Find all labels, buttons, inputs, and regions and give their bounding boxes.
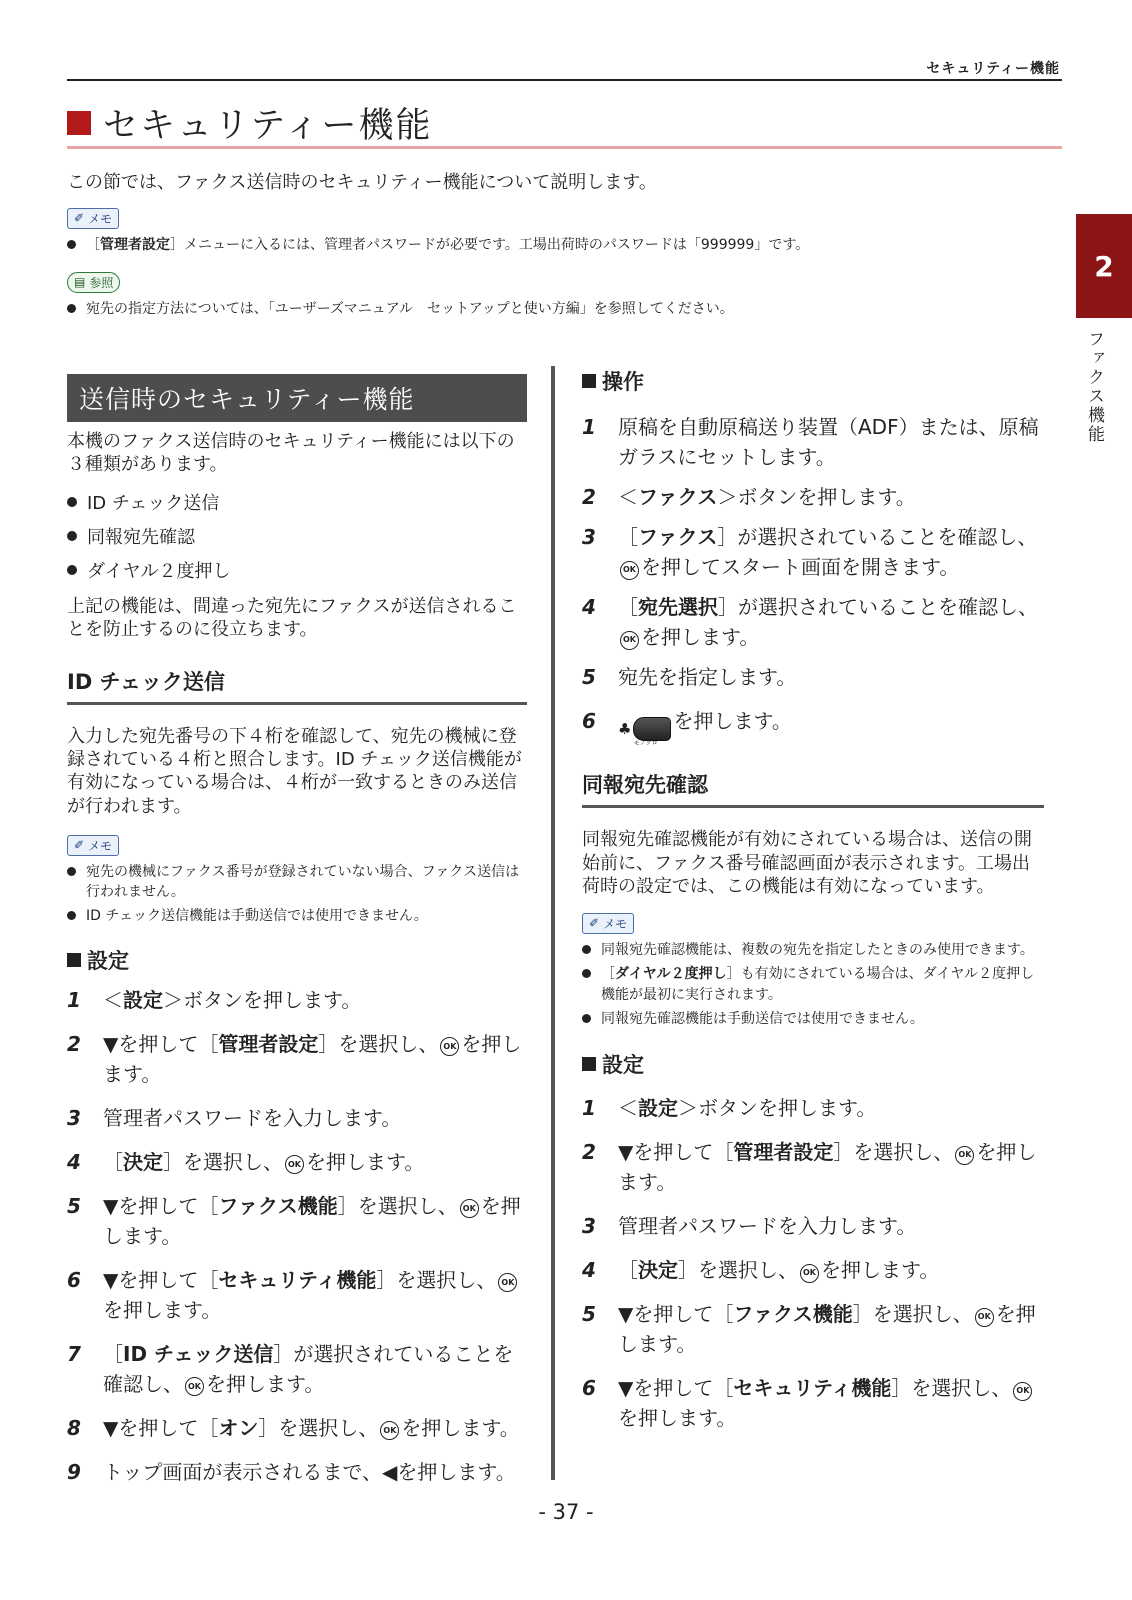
- step-item: 6 ▼を押して［セキュリティ機能］を選択し、 OKを押します。: [582, 1373, 1044, 1433]
- step-item: 3 管理者パスワードを入力します。: [582, 1214, 917, 1239]
- header-rule: [67, 79, 1062, 81]
- ok-button-icon: OK: [800, 1264, 819, 1283]
- mono-start-button: ♣ モノクロ: [618, 717, 673, 747]
- club-icon: ♣: [618, 720, 632, 738]
- memo-note: ［ダイヤル２度押し］も有効にされている場合は、ダイヤル２度押し機能が最初に実行されます。: [582, 964, 1044, 1005]
- bullet-icon: [67, 240, 76, 249]
- operation-heading: 操作: [582, 366, 1044, 396]
- step-item: 5 ▼を押して［ファクス機能］を選択し、 OK を押します。: [582, 1302, 1036, 1357]
- settings-heading: 設定: [582, 1049, 1044, 1079]
- intro-text: この節では、ファクス送信時のセキュリティー機能について説明します。: [67, 172, 657, 193]
- step-item: 4 ［決定］を選択し、 OK を押します。: [67, 1149, 425, 1174]
- ok-button-icon: OK: [975, 1308, 994, 1327]
- page-title: [67, 98, 433, 148]
- memo-note: 同報宛先確認機能は手動送信では使用できません。: [582, 1009, 1044, 1029]
- bullet-icon: [67, 304, 76, 313]
- step-item: 7 ［ID チェック送信］が選択されていることを確認し、 OK を押します。: [67, 1341, 514, 1396]
- step-item: 4 ［宛先選択］が選択されていることを確認し、OK を押します。: [582, 595, 1038, 649]
- title-rule: [67, 146, 1062, 149]
- memo-badge: ✐ メモ: [582, 912, 1044, 934]
- ok-button-icon: OK: [380, 1421, 399, 1440]
- step-item: 5 ▼を押して［ファクス機能］を選択し、 OK を押します。: [67, 1193, 521, 1248]
- ref-note: 宛先の指定方法については、「ユーザーズマニュアル セットアップと使い方編」を参照してください。: [67, 299, 1057, 319]
- settings-heading: 設定: [67, 945, 527, 975]
- book-icon: ▤: [74, 275, 86, 289]
- step-item: 2 ▼を押して［管理者設定］を選択し、 OK を押します。: [67, 1031, 522, 1086]
- step-item: 3 管理者パスワードを入力します。: [67, 1105, 402, 1130]
- heading-square-icon: [582, 1057, 596, 1071]
- title-square-icon: [67, 111, 91, 135]
- step-item: 8 ▼を押して［オン］を選択し、 OK を押します。: [67, 1415, 520, 1440]
- step-item: 1 ＜設定＞ボタンを押します。: [67, 987, 362, 1012]
- start-button-icon: [633, 717, 671, 741]
- step-item: 2 ＜ファクス＞ボタンを押します。: [582, 485, 916, 509]
- subsection-desc: 入力した宛先番号の下４桁を確認して、宛先の機械に登録されている４桁と照合します。ID チェック送信機能が有効になっている場合は、４桁が一致するときのみ送信が行われます。: [67, 725, 522, 817]
- ok-button-icon: OK: [285, 1155, 304, 1174]
- step-item: 2 ▼を押して［管理者設定］を選択し、 OK を押します。: [582, 1140, 1037, 1195]
- list-item: ダイヤル２度押し: [67, 553, 527, 587]
- header-section-label: セキュリティー機能: [926, 61, 1060, 77]
- step-item: 1 ＜設定＞ボタンを押します。: [582, 1096, 877, 1121]
- memo-badge: ✐ メモ: [67, 207, 119, 229]
- ok-button-icon: OK: [620, 631, 639, 650]
- section-desc: 本機のファクス送信時のセキュリティー機能には以下の３種類があります。: [67, 431, 515, 476]
- memo-note: ID チェック送信機能は手動送信では使用できません。: [67, 906, 527, 926]
- section-heading: 送信時のセキュリティー機能: [67, 374, 527, 422]
- right-column: [582, 366, 1044, 1433]
- subsection-heading: 同報宛先確認: [582, 769, 1044, 808]
- list-item: ID チェック送信: [67, 485, 527, 519]
- memo-note: 同報宛先確認機能は、複数の宛先を指定したときのみ使用できます。: [582, 940, 1044, 960]
- step-item: 6 ▼を押して［セキュリティ機能］を選択し、 OKを押します。: [67, 1265, 527, 1325]
- memo-note: ［管理者設定］メニューに入るには、管理者パスワードが必要です。工場出荷時のパスワードは「999999」です。: [67, 235, 1057, 255]
- left-column: [67, 374, 527, 1487]
- ok-button-icon: OK: [1013, 1382, 1032, 1401]
- ok-button-icon: OK: [460, 1199, 479, 1218]
- pencil-icon: ✐: [74, 838, 85, 853]
- ok-button-icon: OK: [498, 1273, 517, 1292]
- heading-square-icon: [67, 953, 81, 967]
- heading-square-icon: [582, 374, 596, 388]
- subsection-heading: ID チェック送信: [67, 666, 527, 705]
- step-item: 1 原稿を自動原稿送り装置（ADF）または、原稿ガラスにセットします。: [582, 415, 1039, 469]
- ok-button-icon: OK: [440, 1037, 459, 1056]
- subsection-desc: 同報宛先確認機能が有効にされている場合は、送信の開始前に、ファクス番号確認画面が表示されます。工場出荷時の設定では、この機能は有効になっています。: [582, 829, 1032, 898]
- memo-note: 宛先の機械にファクス番号が登録されていない場合、ファクス送信は行われません。: [67, 862, 527, 903]
- ok-button-icon: OK: [185, 1377, 204, 1396]
- list-item: 同報宛先確認: [67, 519, 527, 553]
- section-desc-2: 上記の機能は、間違った宛先にファクスが送信されることを防止するのに役立ちます。: [67, 595, 517, 641]
- ok-button-icon: OK: [620, 561, 639, 580]
- ok-button-icon: OK: [955, 1146, 974, 1165]
- page-title-text: セキュリティー機能: [103, 106, 433, 146]
- step-item: 5 宛先を指定します。: [582, 665, 797, 689]
- step-item: 4 ［決定］を選択し、 OK を押します。: [582, 1258, 940, 1283]
- step-item: 9 トップ画面が表示されるまで、◀を押します。: [67, 1459, 516, 1484]
- chapter-tab[interactable]: 2: [1076, 214, 1132, 318]
- chapter-label: ファクス機能: [1084, 330, 1104, 444]
- step-item: 3 ［ファクス］が選択されていることを確認し、OK を押してスタート画面を開きます。: [582, 525, 1038, 579]
- memo-badge: ✐ メモ: [67, 834, 527, 856]
- column-divider: [551, 366, 555, 1480]
- pencil-icon: ✐: [589, 916, 600, 931]
- ref-badge: ▤ 参照: [67, 271, 120, 293]
- pencil-icon: ✐: [74, 211, 85, 225]
- page-number: - 37 -: [538, 1500, 594, 1524]
- step-item: 6 ♣ モノクロ を押します。: [582, 709, 792, 748]
